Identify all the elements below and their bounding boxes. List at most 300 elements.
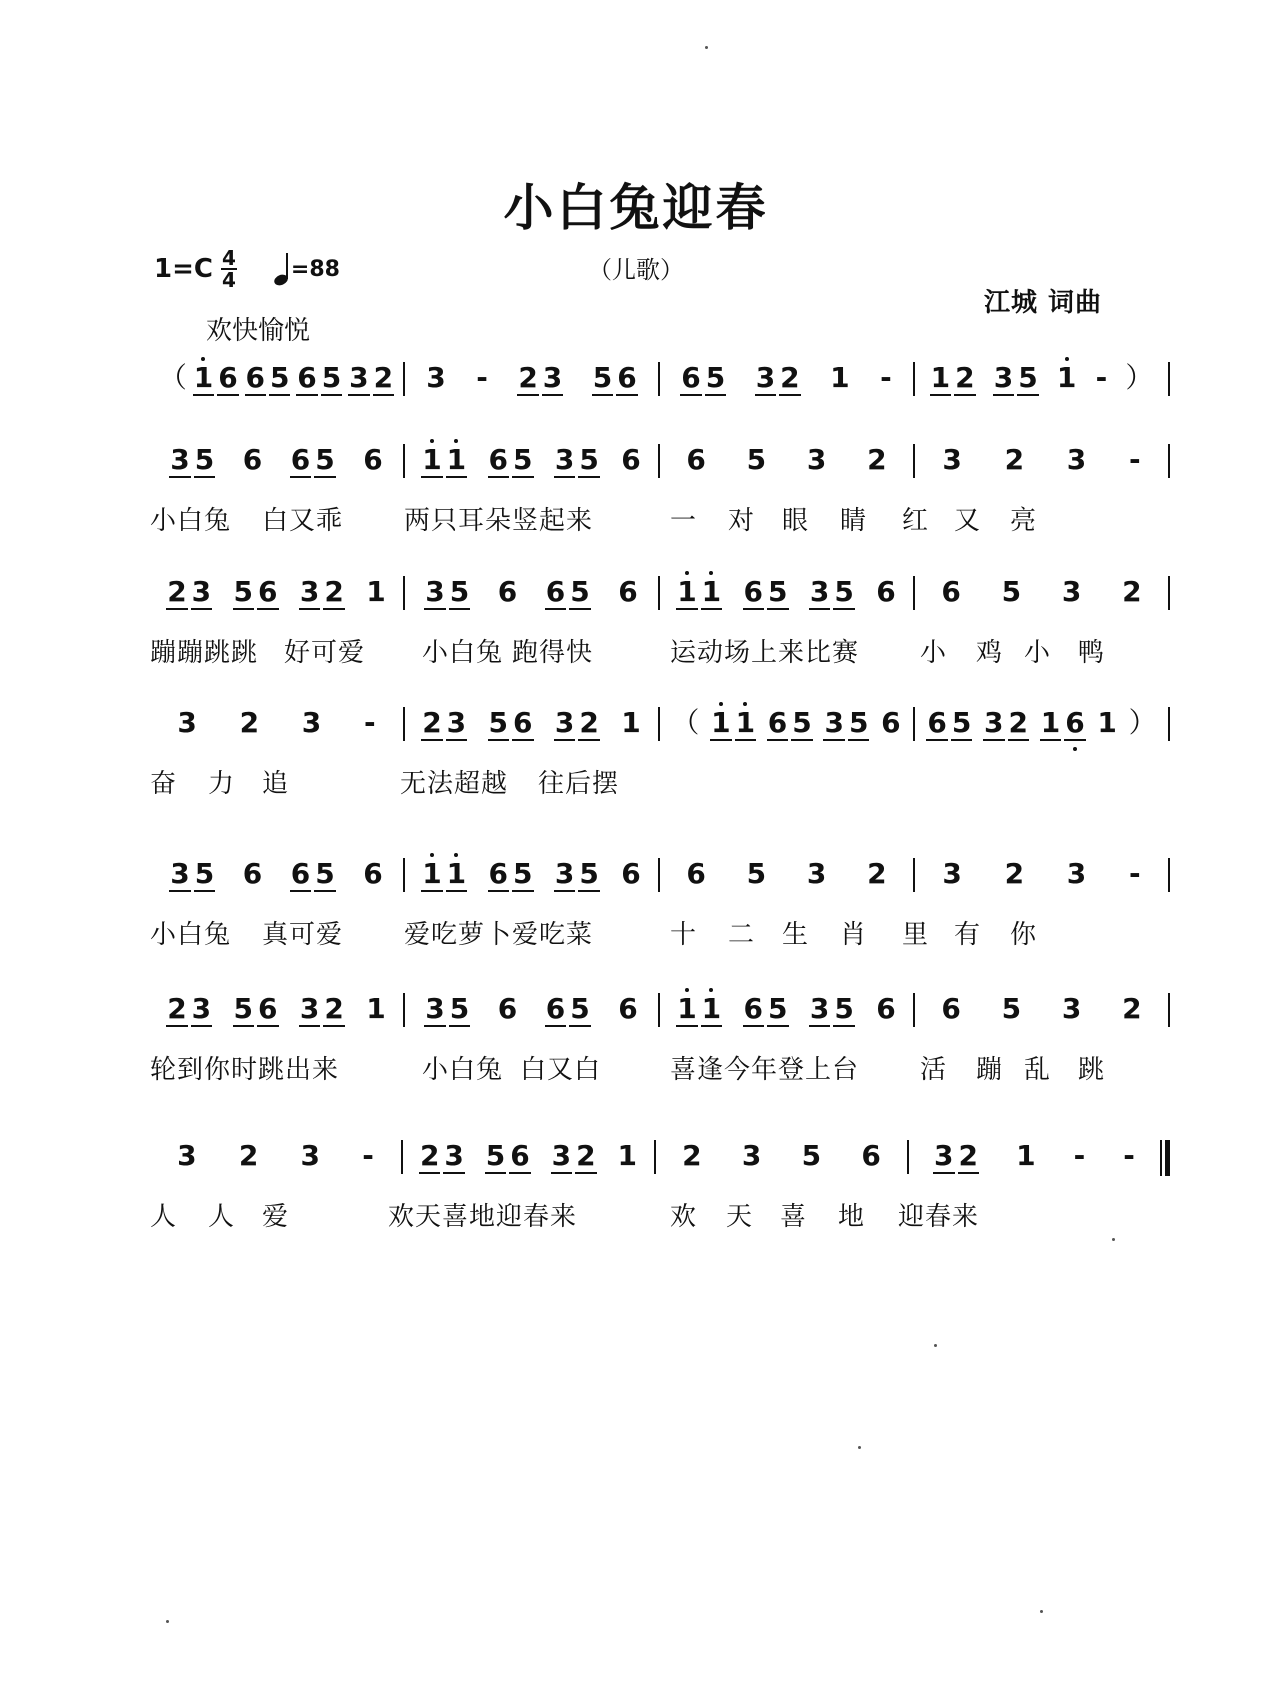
lyric: 追 <box>262 769 290 799</box>
measure <box>915 444 1168 490</box>
lyric: 活 <box>920 1055 948 1085</box>
note-group <box>620 858 641 890</box>
measure <box>405 362 658 408</box>
note: 3 <box>299 992 320 1025</box>
quarter-note-icon <box>273 253 291 285</box>
lyric: 小 <box>920 638 948 668</box>
note-group <box>238 1140 259 1172</box>
note: 2 <box>867 443 887 476</box>
note-group <box>1128 858 1142 890</box>
note: 5 <box>848 706 869 739</box>
note-group <box>1096 707 1117 739</box>
lyric: 往后摆 <box>538 769 620 799</box>
song-title: 小白兔迎春 <box>503 178 769 237</box>
note-group <box>685 444 706 476</box>
repeat-paren-close: ） <box>1128 706 1157 739</box>
note: 6 <box>258 992 278 1025</box>
lyric: 真可爱 <box>262 920 344 950</box>
note: 3 <box>984 706 1004 739</box>
note: 2 <box>576 1139 596 1172</box>
note: 2 <box>239 706 260 739</box>
note: 3 <box>993 361 1014 394</box>
lyric: 爱吃萝卜爱吃菜 <box>404 920 594 950</box>
note-group <box>1095 362 1109 394</box>
note: 5 <box>321 361 342 394</box>
barline <box>1168 858 1170 892</box>
note: 1 <box>1040 706 1061 739</box>
note: 2 <box>1004 443 1025 476</box>
lyric: 轮到你时跳出来 <box>150 1055 340 1085</box>
note-group <box>425 362 446 394</box>
note: 3 <box>299 575 320 608</box>
note-group <box>245 362 291 396</box>
measure <box>915 993 1168 1039</box>
lyric: 红 <box>902 506 930 536</box>
note-group <box>1001 576 1022 608</box>
note-group <box>926 707 972 741</box>
notation-line <box>150 707 1170 753</box>
note: 2 <box>422 706 442 739</box>
note: 3 <box>942 857 962 890</box>
measure <box>656 1140 907 1186</box>
barline <box>1168 576 1170 610</box>
note-group <box>941 444 962 476</box>
note: 6 <box>497 992 518 1025</box>
measure <box>660 858 913 904</box>
note: 1 <box>446 443 467 476</box>
note: 2 <box>518 361 538 394</box>
measure <box>405 858 658 904</box>
final-barline <box>1160 1140 1170 1176</box>
lyric-line <box>150 1196 1170 1230</box>
lyric: 小白兔 <box>422 1055 504 1085</box>
note: 3 <box>1061 575 1082 608</box>
note: 6 <box>290 443 311 476</box>
measure <box>405 993 658 1039</box>
lyric: 欢 <box>670 1202 698 1232</box>
dash-note: - <box>363 706 376 739</box>
note-group <box>1073 1140 1087 1172</box>
note-group <box>300 1140 321 1172</box>
lyric: 运动场上来比赛 <box>670 638 860 668</box>
note: 5 <box>579 857 599 890</box>
note: 3 <box>806 857 827 890</box>
note-group <box>829 362 850 394</box>
lyric: 亮 <box>1010 506 1038 536</box>
note: 6 <box>218 361 238 394</box>
note-group <box>176 1140 197 1172</box>
note: 6 <box>941 992 961 1025</box>
note: 3 <box>426 361 446 394</box>
note-group <box>617 1140 638 1172</box>
lyric: 对 <box>728 506 756 536</box>
lyric-line <box>150 632 1170 666</box>
note: 5 <box>768 575 788 608</box>
note-group <box>680 362 726 396</box>
note: 6 <box>242 443 263 476</box>
note-group <box>554 858 600 892</box>
lyric: 小白兔 <box>422 638 504 668</box>
note: 1 <box>366 992 386 1025</box>
note-group <box>299 576 345 610</box>
note: 1 <box>193 361 214 394</box>
expression-marking: 欢快愉悦 <box>206 316 311 346</box>
lyric: 跑得快 <box>512 638 594 668</box>
note: 5 <box>592 361 613 394</box>
note: 5 <box>270 361 290 394</box>
note: 3 <box>824 706 844 739</box>
note: 1 <box>735 706 756 739</box>
lyric: 小 <box>1024 638 1052 668</box>
lyric: 又 <box>954 506 982 536</box>
dash-note: - <box>1123 1139 1135 1172</box>
note: 2 <box>419 1139 440 1172</box>
note: 2 <box>955 361 975 394</box>
note: 3 <box>170 443 190 476</box>
note: 5 <box>315 857 335 890</box>
lyric: 蹦 <box>976 1055 1004 1085</box>
note: 5 <box>746 857 767 890</box>
note-group <box>930 362 976 396</box>
repeat-paren-open: （ <box>671 706 700 739</box>
note: 3 <box>542 361 563 394</box>
lyric-line <box>150 914 1170 948</box>
measure <box>150 444 403 490</box>
note-group <box>545 993 591 1027</box>
notation-line <box>150 858 1170 904</box>
note: 6 <box>617 361 637 394</box>
note: 3 <box>809 575 830 608</box>
note: 2 <box>579 706 599 739</box>
note-group <box>421 444 467 478</box>
lyric: 十 <box>670 920 698 950</box>
repeat-paren-open: （ <box>158 361 187 394</box>
note-group <box>362 444 383 476</box>
lyric: 白又乖 <box>262 506 344 536</box>
note: 5 <box>449 575 470 608</box>
note: 6 <box>618 575 638 608</box>
key-signature <box>154 248 340 290</box>
note: 5 <box>801 1139 822 1172</box>
lyric: 一 <box>670 506 698 536</box>
note-group <box>676 576 722 610</box>
note-group <box>169 444 215 478</box>
dash-note: - <box>1128 857 1141 890</box>
note: 3 <box>809 992 830 1025</box>
note: 6 <box>876 575 896 608</box>
note: 1 <box>701 575 722 608</box>
note-group <box>1004 858 1025 890</box>
measure <box>150 858 403 904</box>
note: 6 <box>363 443 383 476</box>
measure <box>660 707 913 753</box>
note-group <box>545 576 591 610</box>
note: 3 <box>551 1139 572 1172</box>
note: 3 <box>170 857 190 890</box>
note-group <box>365 993 386 1025</box>
lyric: 好可爱 <box>284 638 366 668</box>
note-group <box>746 858 767 890</box>
note: 3 <box>554 443 575 476</box>
tempo-marking <box>273 253 340 285</box>
measure <box>660 993 913 1039</box>
note-group <box>681 1140 702 1172</box>
measure <box>150 707 403 753</box>
note-group <box>743 993 789 1027</box>
note: 2 <box>1122 992 1142 1025</box>
note-group <box>365 576 386 608</box>
note-group <box>823 707 869 741</box>
note-group <box>488 858 534 892</box>
note: 1 <box>422 443 442 476</box>
note: 1 <box>366 575 386 608</box>
note: 6 <box>876 992 896 1025</box>
note-group <box>1061 576 1082 608</box>
note: 3 <box>1061 992 1082 1025</box>
note: 3 <box>934 1139 954 1172</box>
note-group <box>475 362 489 394</box>
note-group <box>617 993 638 1025</box>
note-group <box>485 1140 531 1174</box>
note: 6 <box>497 575 518 608</box>
note: 3 <box>942 443 962 476</box>
note: 1 <box>1056 361 1077 394</box>
note: 6 <box>767 706 788 739</box>
song-credit: 江城 词曲 <box>983 288 1102 318</box>
note-group <box>193 362 239 396</box>
note-group <box>866 444 887 476</box>
note: 6 <box>618 992 638 1025</box>
note-group <box>517 362 563 396</box>
lyric: 迎春来 <box>898 1202 980 1232</box>
note: 3 <box>300 1139 320 1172</box>
note: 5 <box>1018 361 1038 394</box>
lyric: 天 <box>726 1202 754 1232</box>
note-group <box>166 576 212 610</box>
note-group <box>361 1140 375 1172</box>
note: 6 <box>242 857 263 890</box>
dash-note: - <box>476 361 488 394</box>
lyric: 两只耳朵竖起来 <box>404 506 594 536</box>
note-group <box>617 576 638 608</box>
note-group <box>755 362 801 396</box>
note-group <box>1121 993 1142 1025</box>
note: 3 <box>349 361 369 394</box>
note: 5 <box>485 1139 506 1172</box>
barline <box>1168 444 1170 478</box>
note-group <box>551 1140 597 1174</box>
note-group <box>801 1140 822 1172</box>
note-group <box>685 858 706 890</box>
note-group <box>301 707 322 739</box>
note-group <box>554 707 600 741</box>
note: 2 <box>167 992 187 1025</box>
note: 2 <box>324 575 344 608</box>
note: 2 <box>238 1139 259 1172</box>
note-group <box>488 707 534 741</box>
note-group <box>741 1140 762 1172</box>
note-group <box>676 993 722 1027</box>
note: 2 <box>324 992 344 1025</box>
measure <box>150 576 403 622</box>
lyric: 肖 <box>840 920 868 950</box>
note: 2 <box>1004 857 1025 890</box>
note-group <box>497 993 518 1025</box>
note: 6 <box>363 857 383 890</box>
note-group <box>242 858 263 890</box>
note-group <box>875 993 896 1025</box>
note: 6 <box>513 706 533 739</box>
lyric: 人 <box>208 1202 236 1232</box>
note: 6 <box>881 706 901 739</box>
note-group <box>1066 444 1087 476</box>
note-group <box>176 707 197 739</box>
note: 3 <box>1066 443 1087 476</box>
dash-note: - <box>1073 1139 1086 1172</box>
time-signature-top: 4 <box>221 246 236 270</box>
note: 1 <box>701 992 722 1025</box>
lyric: 鸭 <box>1078 638 1106 668</box>
measure <box>915 707 1168 753</box>
note-group <box>296 362 342 396</box>
note: 3 <box>554 857 575 890</box>
note: 5 <box>233 992 254 1025</box>
lyric: 乱 <box>1024 1055 1052 1085</box>
note: 5 <box>194 443 215 476</box>
note: 3 <box>191 992 212 1025</box>
note: 1 <box>422 857 442 890</box>
note: 1 <box>830 361 850 394</box>
note-group <box>1040 707 1086 741</box>
note: 2 <box>682 1139 702 1172</box>
measure <box>405 707 658 753</box>
note: 2 <box>373 361 394 394</box>
note: 3 <box>191 575 212 608</box>
note-group <box>806 858 827 890</box>
note-group <box>488 444 534 478</box>
note: 2 <box>867 857 887 890</box>
note-group <box>1121 576 1142 608</box>
dash-note: - <box>1128 443 1141 476</box>
note: 1 <box>677 992 697 1025</box>
note: 6 <box>927 706 947 739</box>
note: 3 <box>446 706 467 739</box>
note: 6 <box>290 857 311 890</box>
lyric: 跳 <box>1078 1055 1106 1085</box>
lyric: 小白兔 <box>150 920 232 950</box>
notation-line <box>150 1140 1170 1186</box>
note: 5 <box>449 992 470 1025</box>
measure <box>915 362 1168 408</box>
note-group <box>233 576 279 610</box>
lyric: 有 <box>954 920 982 950</box>
note-group <box>940 576 961 608</box>
song-subtitle: （儿歌） <box>588 256 684 284</box>
note-group <box>806 444 827 476</box>
lyric: 地 <box>838 1202 866 1232</box>
note: 6 <box>743 992 764 1025</box>
note: 1 <box>1097 706 1117 739</box>
measure <box>660 576 913 622</box>
note-group <box>875 576 896 608</box>
measure <box>150 1140 401 1186</box>
measure <box>660 444 913 490</box>
note: 6 <box>545 575 566 608</box>
note-group <box>940 993 961 1025</box>
measure <box>909 1140 1160 1186</box>
note-group <box>993 362 1039 396</box>
note-group <box>1001 993 1022 1025</box>
lyric: 喜 <box>780 1202 808 1232</box>
note: 6 <box>245 361 265 394</box>
lyric: 二 <box>728 920 756 950</box>
note: 5 <box>1001 992 1022 1025</box>
note: 5 <box>570 575 590 608</box>
note: 5 <box>834 575 854 608</box>
note: 2 <box>1008 706 1029 739</box>
note-group <box>1122 1140 1136 1172</box>
repeat-paren-close: ） <box>1125 361 1154 394</box>
note: 5 <box>579 443 599 476</box>
note-group <box>362 858 383 890</box>
note: 3 <box>425 575 445 608</box>
note: 5 <box>1001 575 1022 608</box>
notation-line <box>150 993 1170 1039</box>
time-signature-bottom: 4 <box>221 268 236 292</box>
note: 6 <box>681 361 701 394</box>
note-group <box>592 362 638 396</box>
note: 5 <box>951 706 972 739</box>
note-group <box>421 707 467 741</box>
note-group <box>169 858 215 892</box>
note-group <box>242 444 263 476</box>
lyric: 生 <box>782 920 810 950</box>
lyric: 爱 <box>262 1202 290 1232</box>
note-group <box>166 993 212 1027</box>
lyric: 鸡 <box>976 638 1004 668</box>
note-group <box>860 1140 881 1172</box>
note: 1 <box>617 1139 637 1172</box>
lyric: 里 <box>902 920 930 950</box>
note-group <box>299 993 345 1027</box>
measure <box>403 1140 654 1186</box>
tempo-value: =88 <box>290 256 340 282</box>
note-group <box>239 707 260 739</box>
note-group <box>1015 1140 1036 1172</box>
note-group <box>1066 858 1087 890</box>
lyric: 欢天喜地迎春来 <box>388 1202 578 1232</box>
note-group <box>1061 993 1082 1025</box>
note: 5 <box>233 575 254 608</box>
note: 1 <box>930 361 951 394</box>
note: 3 <box>177 706 197 739</box>
note-group <box>424 993 470 1027</box>
note-group <box>809 993 855 1027</box>
note: 2 <box>780 361 800 394</box>
note: 5 <box>513 443 533 476</box>
note: 6 <box>861 1139 881 1172</box>
dash-note: - <box>1095 361 1108 394</box>
note: 6 <box>297 361 317 394</box>
lyric: 奋 <box>150 769 178 799</box>
measure <box>405 576 658 622</box>
note-group <box>363 707 377 739</box>
note-group <box>424 576 470 610</box>
note: 2 <box>167 575 187 608</box>
note: 6 <box>488 857 509 890</box>
measure <box>915 576 1168 622</box>
note: 3 <box>177 1139 197 1172</box>
